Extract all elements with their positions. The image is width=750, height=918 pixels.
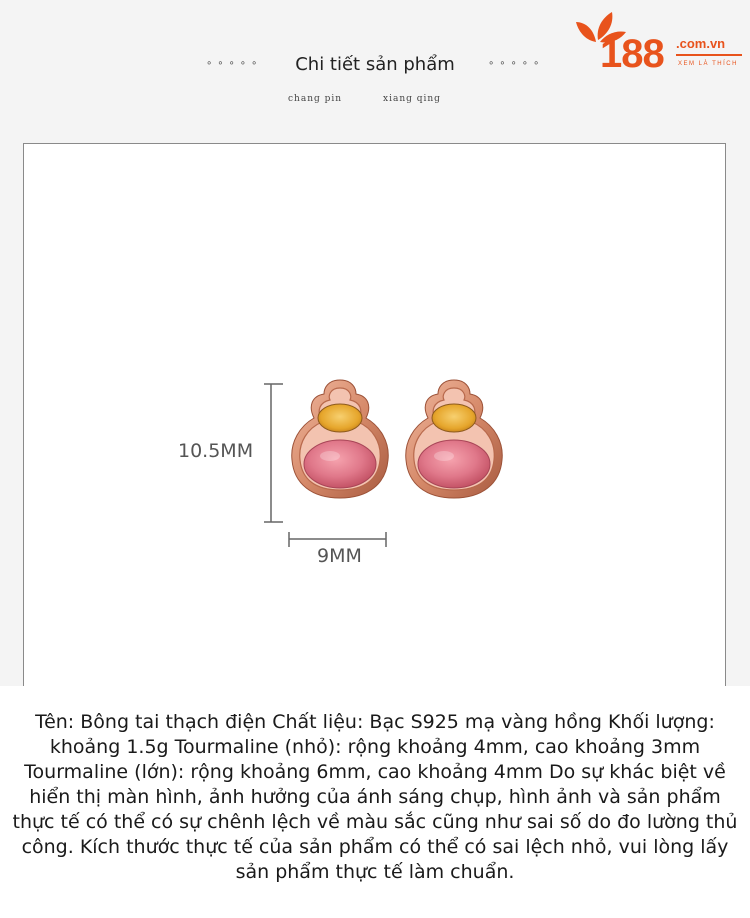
right-earring — [406, 380, 503, 498]
height-dimension-label: 10.5MM — [178, 440, 254, 462]
section-subtitle-right: xiang qing — [383, 94, 441, 104]
section-title: Chi tiết sản phẩm — [295, 54, 455, 75]
logo-tagline: XEM LÀ THÍCH — [678, 61, 738, 67]
decorative-dots-left: ∘∘∘∘∘ — [206, 58, 263, 69]
earrings-illustration — [24, 144, 727, 704]
description-text: Tên: Bông tai thạch điện Chất liệu: Bạc S925 mạ vàng hồng Khối lượng: khoảng 1.5g Tourmaline (nhỏ): rộng khoảng 4mm, cao khoảng 3mm Tourmaline (lớn): rộng khoảng 6mm, cao khoảng 4mm Do sự khác biệt về hiển thị màn hình, ảnh hưởng của ánh sáng chụp, hình ảnh và sản phẩm thực tế có thể có sự chênh lệch về màu sắc cũng như sai số do đo lường thủ công. Kích thước thực tế của sản phẩm có thể có sai lệch nhỏ, vui lòng lấy sản phẩm thực tế làm chuẩn. — [12, 711, 738, 883]
logo-domain: .com.vn — [676, 36, 726, 51]
logo-underline — [676, 54, 742, 56]
section-subtitle-left: chang pin — [288, 94, 343, 104]
width-dimension-label: 9MM — [317, 545, 362, 567]
decorative-dots-right: ∘∘∘∘∘ — [488, 58, 545, 69]
left-earring — [292, 380, 389, 498]
logo-number: 188 — [600, 32, 664, 76]
brand-logo — [574, 12, 744, 82]
section-header — [0, 0, 750, 130]
height-dimension-line — [264, 384, 283, 522]
product-description — [0, 686, 750, 918]
product-image-frame — [23, 143, 726, 703]
